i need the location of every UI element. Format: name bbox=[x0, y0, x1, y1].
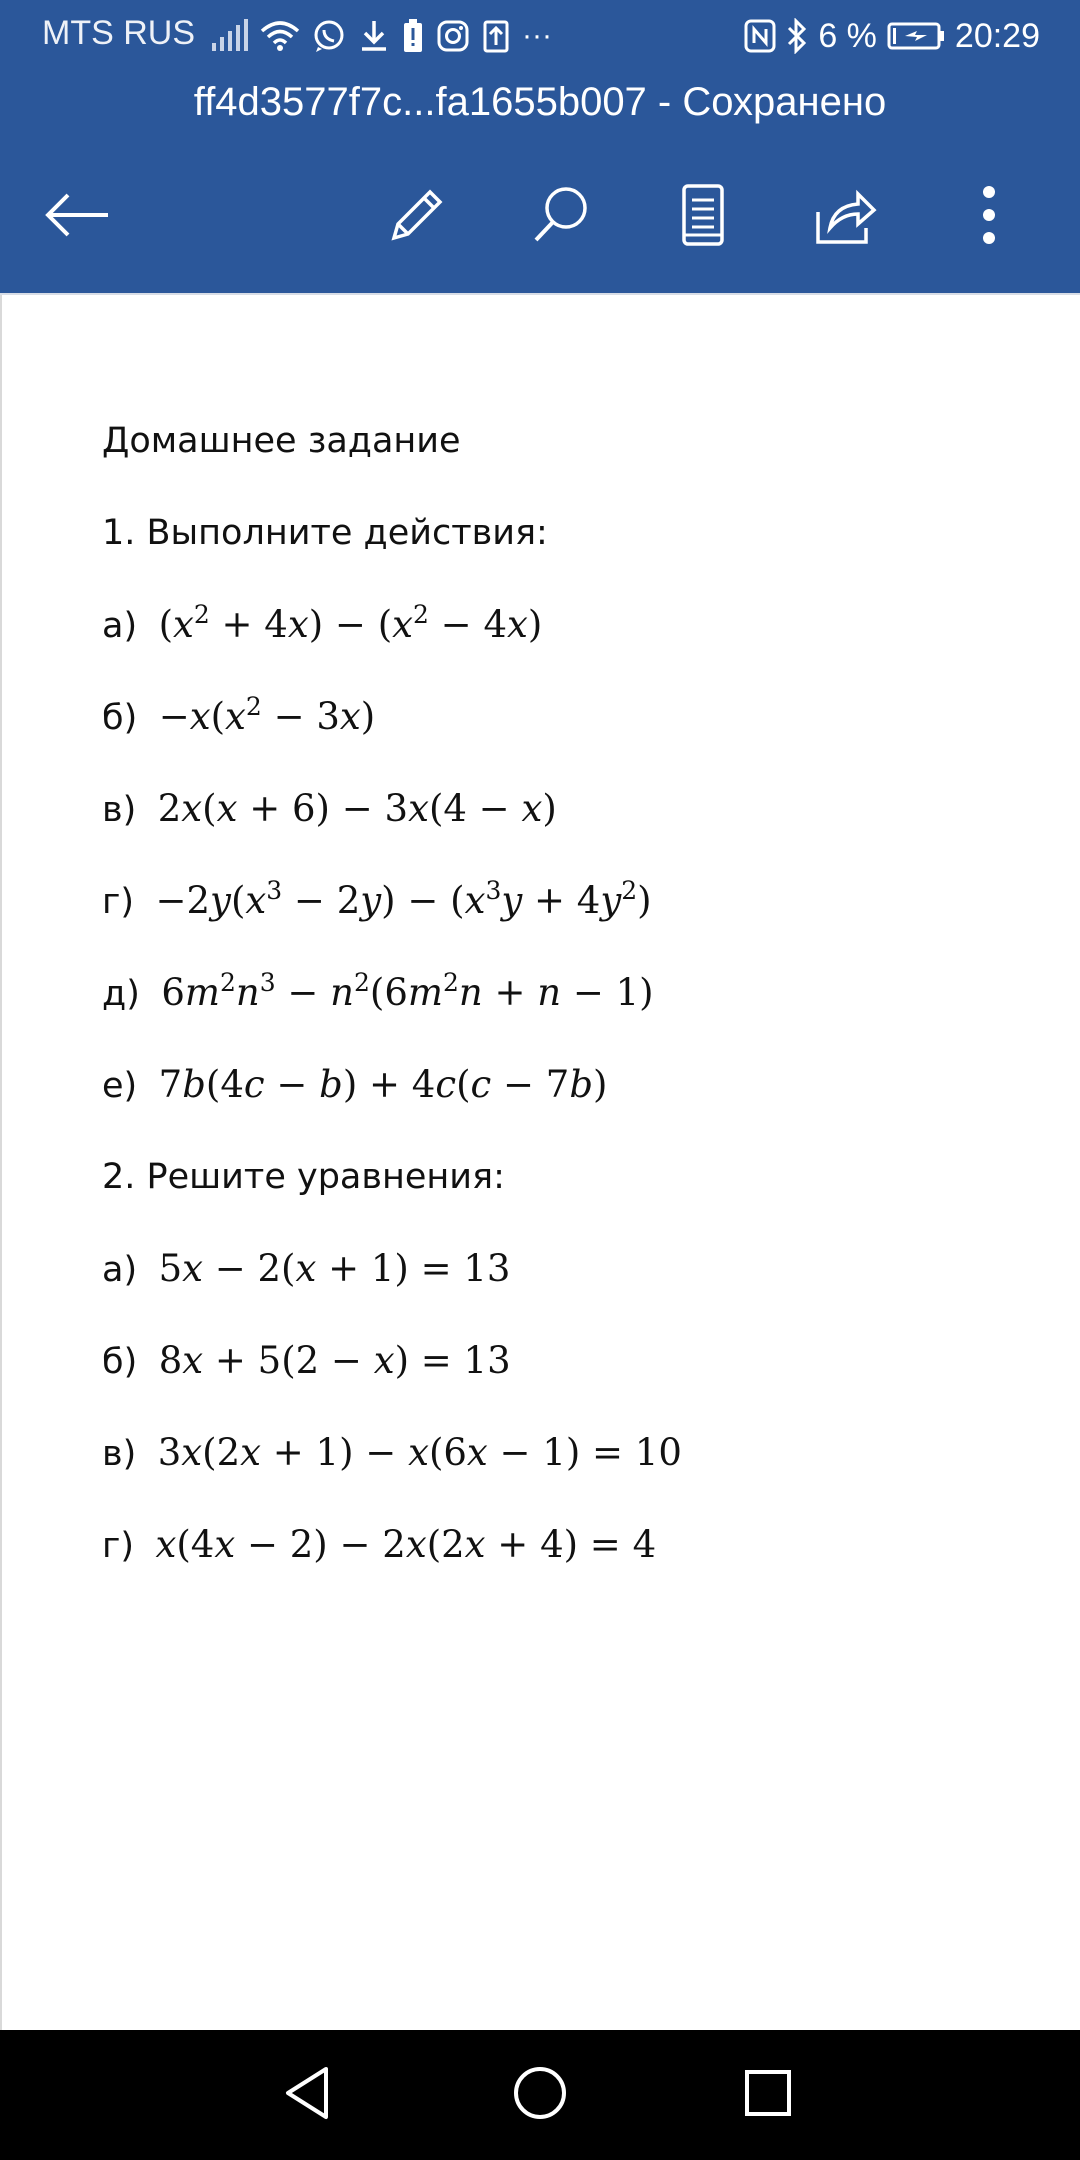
item-label: в) bbox=[102, 1434, 137, 1474]
task-1-heading: 1. Выполните действия: bbox=[102, 513, 548, 553]
read-mode-button[interactable] bbox=[658, 172, 748, 262]
edit-pencil-icon bbox=[384, 182, 450, 252]
task-2-heading: 2. Решите уравнения: bbox=[102, 1157, 505, 1197]
more-notifications: ··· bbox=[522, 19, 552, 52]
task-2-item-v bbox=[102, 1407, 1002, 1499]
document-heading: Домашнее задание bbox=[102, 421, 461, 461]
nav-back-button[interactable] bbox=[262, 2055, 352, 2135]
task-1-item-v bbox=[102, 763, 1002, 855]
math-expression: 8x + 5(2 − x) = 13 bbox=[158, 1339, 511, 1382]
item-label: е) bbox=[102, 1066, 138, 1106]
download-icon bbox=[358, 19, 390, 53]
math-expression: 5x − 2(x + 1) = 13 bbox=[158, 1247, 511, 1290]
item-label: а) bbox=[102, 606, 138, 646]
instagram-icon bbox=[436, 19, 470, 53]
read-mode-icon bbox=[678, 182, 728, 252]
math-expression: $(x^2 + 4x) - (x^2 - 4x)$ bbox=[158, 600, 543, 646]
math-expression: $6m^2n^3 - n^2(6m^2n + n - 1)$ bbox=[161, 968, 654, 1014]
task-2-item-g bbox=[102, 1499, 1002, 1591]
document-page[interactable] bbox=[0, 295, 1080, 2030]
item-label: д) bbox=[102, 974, 140, 1014]
math-expression: 3x(2x + 1) − x(6x − 1) = 10 bbox=[157, 1431, 682, 1474]
math-expression: $-x(x^2 - 3x)$ bbox=[158, 692, 376, 738]
math-expression: 7b(4c − b) + 4c(c − 7b) bbox=[158, 1063, 608, 1106]
task-2-item-b bbox=[102, 1315, 1002, 1407]
more-vertical-icon bbox=[979, 182, 999, 252]
status-bar bbox=[0, 0, 1080, 74]
whatsapp-icon bbox=[312, 19, 346, 53]
math-expression: 2x(x + 6) − 3x(4 − x) bbox=[157, 787, 557, 830]
document-body bbox=[102, 395, 1002, 1591]
back-arrow-icon bbox=[42, 190, 112, 244]
task-1-item-b bbox=[102, 671, 1002, 763]
back-button[interactable] bbox=[32, 172, 122, 262]
share-icon bbox=[812, 182, 878, 252]
math-expression: x(4x − 2) − 2x(2x + 4) = 4 bbox=[155, 1523, 657, 1566]
app-header bbox=[0, 0, 1080, 295]
item-label: б) bbox=[102, 698, 138, 738]
item-label: в) bbox=[102, 790, 137, 830]
share-button[interactable] bbox=[800, 172, 890, 262]
task-2-item-a bbox=[102, 1223, 1002, 1315]
search-button[interactable] bbox=[516, 172, 606, 262]
clock: 20:29 bbox=[954, 16, 1040, 55]
task-1-item-a bbox=[102, 579, 1002, 671]
task-1-item-d bbox=[102, 947, 1002, 1039]
item-label: г) bbox=[102, 882, 135, 922]
signal-icon bbox=[210, 19, 248, 53]
more-options-button[interactable] bbox=[944, 172, 1034, 262]
battery-percent: 6 % bbox=[818, 16, 877, 55]
math-expression: $-2y(x^3 - 2y) - (x^3y + 4y^2)$ bbox=[155, 876, 652, 922]
battery-alert-icon bbox=[402, 19, 424, 53]
nav-home-icon bbox=[512, 2065, 568, 2125]
nav-home-button[interactable] bbox=[495, 2055, 585, 2135]
nfc-icon bbox=[744, 19, 776, 53]
nav-recents-icon bbox=[743, 2068, 793, 2122]
carrier-name: MTS RUS bbox=[42, 14, 195, 52]
item-label: г) bbox=[102, 1526, 135, 1566]
battery-icon bbox=[887, 21, 945, 51]
system-navigation-bar bbox=[0, 2030, 1080, 2160]
task-1-item-g bbox=[102, 855, 1002, 947]
wifi-icon bbox=[260, 19, 300, 53]
edit-button[interactable] bbox=[372, 172, 462, 262]
item-label: а) bbox=[102, 1250, 138, 1290]
upload-icon bbox=[482, 19, 510, 53]
status-icons-right bbox=[744, 12, 1040, 60]
status-icons-left bbox=[210, 16, 552, 56]
nav-recents-button[interactable] bbox=[723, 2055, 813, 2135]
item-label: б) bbox=[102, 1342, 138, 1382]
search-icon bbox=[528, 182, 594, 252]
document-title-bar: ff4d3577f7c...fa1655b007 - Сохранено bbox=[193, 80, 887, 124]
bluetooth-icon bbox=[786, 18, 808, 54]
task-1-item-e bbox=[102, 1039, 1002, 1131]
nav-back-icon bbox=[282, 2065, 332, 2125]
